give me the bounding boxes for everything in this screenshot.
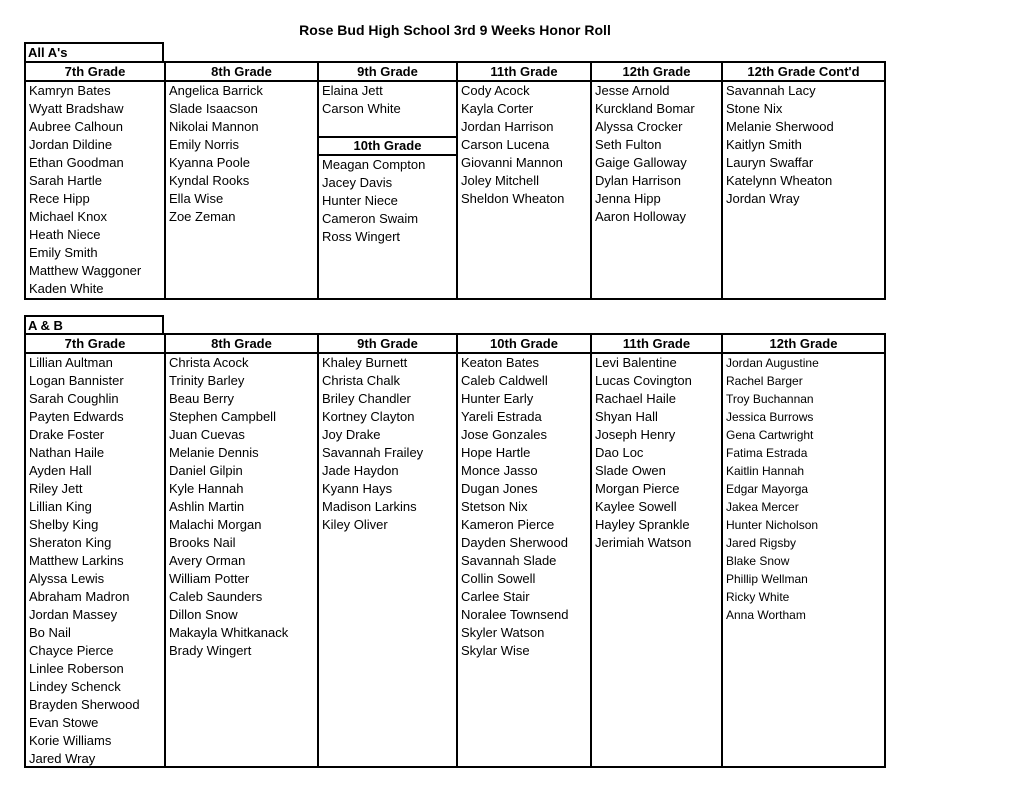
student-name: Jared Rigsby [726, 536, 797, 550]
student-name: Kiley Oliver [322, 517, 388, 532]
student-name: Rece Hipp [29, 191, 90, 206]
student-name: Brayden Sherwood [29, 697, 140, 712]
student-name: Caleb Saunders [169, 589, 263, 604]
student-name: Jesse Arnold [595, 83, 670, 98]
student-name: Kyanna Poole [169, 155, 250, 170]
all-as-label: All A's [24, 42, 164, 61]
student-name: Aaron Holloway [595, 209, 687, 224]
student-name: Caleb Caldwell [461, 373, 548, 388]
student-name: Sarah Hartle [29, 173, 102, 188]
student-name: Lillian Aultman [29, 355, 113, 370]
page-title: Rose Bud High School 3rd 9 Weeks Honor Roll [299, 22, 611, 38]
student-name: Nathan Haile [29, 445, 105, 460]
student-name: Kameron Pierce [461, 517, 555, 532]
student-name: Lillian King [29, 499, 92, 514]
student-name: Savannah Frailey [322, 445, 424, 460]
student-name: Sheraton King [29, 535, 112, 550]
student-name: Jordan Augustine [726, 356, 819, 370]
student-name: Madison Larkins [322, 499, 417, 514]
student-name: Emily Norris [169, 137, 240, 152]
student-name: Ross Wingert [322, 229, 401, 244]
all-as-col-7th [26, 63, 166, 298]
student-name: Jade Haydon [322, 463, 399, 478]
name-list [319, 354, 456, 534]
student-name: Jordan Wray [726, 191, 800, 206]
student-name: Angelica Barrick [169, 83, 263, 98]
name-list [26, 82, 164, 298]
student-name: Kaylee Sowell [595, 499, 677, 514]
student-name: Christa Acock [169, 355, 249, 370]
student-name: Linlee Roberson [29, 661, 124, 676]
a-b-col-7th [26, 335, 166, 766]
student-name: Matthew Waggoner [29, 263, 142, 278]
student-name: Savannah Lacy [726, 83, 816, 98]
student-name: Joy Drake [322, 427, 381, 442]
student-name: Kaden White [29, 281, 104, 296]
a-b-col-11th [592, 335, 723, 766]
student-name: Daniel Gilpin [169, 463, 243, 478]
student-name: Shelby King [29, 517, 99, 532]
student-name: Jordan Harrison [461, 119, 554, 134]
student-name: Gaige Galloway [595, 155, 687, 170]
student-name: Wyatt Bradshaw [29, 101, 124, 116]
a-b-table [24, 333, 886, 768]
student-name: Alyssa Lewis [29, 571, 105, 586]
student-name: Hope Hartle [461, 445, 531, 460]
student-name: Collin Sowell [461, 571, 536, 586]
student-name: Carson White [322, 101, 401, 116]
name-list [26, 354, 164, 768]
student-name: Carson Lucena [461, 137, 550, 152]
student-name: Khaley Burnett [322, 355, 408, 370]
student-name: Dugan Jones [461, 481, 538, 496]
student-name: Rachael Haile [595, 391, 676, 406]
student-name: Anna Wortham [726, 608, 806, 622]
student-name: Noralee Townsend [461, 607, 569, 622]
column-header: 10th Grade [458, 335, 590, 354]
student-name: Slade Isaacson [169, 101, 258, 116]
student-name: Dillon Snow [169, 607, 238, 622]
student-name: Lucas Covington [595, 373, 692, 388]
student-name: Ayden Hall [29, 463, 92, 478]
student-name: Malachi Morgan [169, 517, 262, 532]
name-list [458, 354, 590, 660]
student-name: Slade Owen [595, 463, 666, 478]
student-name: Giovanni Mannon [461, 155, 563, 170]
student-name: Ella Wise [169, 191, 224, 206]
student-name: Heath Niece [29, 227, 101, 242]
student-name: Juan Cuevas [169, 427, 245, 442]
name-list [319, 82, 456, 118]
a-b-label: A & B [24, 315, 164, 334]
name-list [319, 156, 456, 246]
student-name: Sheldon Wheaton [461, 191, 565, 206]
student-name: Zoe Zeman [169, 209, 236, 224]
student-name: Seth Fulton [595, 137, 662, 152]
student-name: Stetson Nix [461, 499, 528, 514]
a-b-col-10th [458, 335, 592, 766]
student-name: Jordan Dildine [29, 137, 113, 152]
student-name: Skyler Watson [461, 625, 545, 640]
name-list [458, 82, 590, 208]
student-name: Elaina Jett [322, 83, 383, 98]
student-name: Emily Smith [29, 245, 98, 260]
student-name: Sarah Coughlin [29, 391, 119, 406]
student-name: Kayla Corter [461, 101, 534, 116]
name-list [723, 354, 884, 624]
student-name: Jordan Massey [29, 607, 118, 622]
student-name: Blake Snow [726, 554, 790, 568]
column-header: 8th Grade [166, 335, 317, 354]
student-name: Monce Jasso [461, 463, 538, 478]
column-header: 8th Grade [166, 63, 317, 82]
all-as-table [24, 61, 886, 300]
student-name: Lindey Schenck [29, 679, 121, 694]
student-name: Beau Berry [169, 391, 235, 406]
student-name: Jose Gonzales [461, 427, 547, 442]
student-name: Makayla Whitkanack [169, 625, 289, 640]
student-name: Morgan Pierce [595, 481, 680, 496]
student-name: Ricky White [726, 590, 790, 604]
student-name: Kaitlin Hannah [726, 464, 805, 478]
student-name: Bo Nail [29, 625, 71, 640]
student-name: Gena Cartwright [726, 428, 814, 442]
column-header: 12th Grade [592, 63, 721, 82]
student-name: Kortney Clayton [322, 409, 415, 424]
student-name: Kyann Hays [322, 481, 393, 496]
student-name: Michael Knox [29, 209, 108, 224]
student-name: Korie Williams [29, 733, 112, 748]
student-name: Avery Orman [169, 553, 246, 568]
student-name: Matthew Larkins [29, 553, 124, 568]
student-name: Aubree Calhoun [29, 119, 123, 134]
sub-header-10th-grade: 10th Grade [319, 136, 456, 156]
a-b-col-8th [166, 335, 319, 766]
student-name: Katelynn Wheaton [726, 173, 833, 188]
column-header: 7th Grade [26, 335, 164, 354]
student-name: Lauryn Swaffar [726, 155, 814, 170]
student-name: Kamryn Bates [29, 83, 111, 98]
column-header: 11th Grade [458, 63, 590, 82]
student-name: Carlee Stair [461, 589, 530, 604]
student-name: Kurckland Bomar [595, 101, 695, 116]
student-name: Kyle Hannah [169, 481, 244, 496]
column-header: 11th Grade [592, 335, 721, 354]
student-name: Levi Balentine [595, 355, 677, 370]
student-name: Trinity Barley [169, 373, 245, 388]
column-header: 9th Grade [319, 335, 456, 354]
student-name: Hunter Nicholson [726, 518, 819, 532]
student-name: Phillip Wellman [726, 572, 808, 586]
all-as-col-11th [458, 63, 592, 298]
student-name: Dylan Harrison [595, 173, 681, 188]
student-name: Payten Edwards [29, 409, 124, 424]
column-header: 12th Grade Cont'd [723, 63, 884, 82]
student-name: Hunter Niece [322, 193, 398, 208]
student-name: Cody Acock [461, 83, 530, 98]
name-list [166, 82, 317, 226]
student-name: Fatima Estrada [726, 446, 808, 460]
student-name: Jerimiah Watson [595, 535, 692, 550]
student-name: Skylar Wise [461, 643, 530, 658]
column-header: 9th Grade [319, 63, 456, 82]
student-name: Cameron Swaim [322, 211, 419, 226]
student-name: Keaton Bates [461, 355, 540, 370]
student-name: Stephen Campbell [169, 409, 276, 424]
student-name: Brady Wingert [169, 643, 252, 658]
student-name: Stone Nix [726, 101, 783, 116]
student-name: Christa Chalk [322, 373, 401, 388]
all-as-col-8th [166, 63, 319, 298]
student-name: Logan Bannister [29, 373, 124, 388]
student-name: Troy Buchannan [726, 392, 814, 406]
student-name: Joseph Henry [595, 427, 676, 442]
student-name: Ashlin Martin [169, 499, 245, 514]
student-name: Melanie Dennis [169, 445, 259, 460]
student-name: Drake Foster [29, 427, 105, 442]
student-name: Brooks Nail [169, 535, 236, 550]
name-list [592, 354, 721, 552]
student-name: Shyan Hall [595, 409, 658, 424]
column-header: 12th Grade [723, 335, 884, 354]
student-name: Jakea Mercer [726, 500, 799, 514]
a-b-col-9th [319, 335, 458, 766]
student-name: Jenna Hipp [595, 191, 661, 206]
student-name: Hayley Sprankle [595, 517, 690, 532]
student-name: Dao Loc [595, 445, 644, 460]
student-name: Kaitlyn Smith [726, 137, 802, 152]
all-as-col-12th-contd [723, 63, 884, 298]
student-name: Meagan Compton [322, 157, 426, 172]
student-name: Jacey Davis [322, 175, 393, 190]
student-name: Dayden Sherwood [461, 535, 568, 550]
name-list [723, 82, 884, 208]
student-name: Kyndal Rooks [169, 173, 250, 188]
student-name: Briley Chandler [322, 391, 411, 406]
student-name: Hunter Early [461, 391, 534, 406]
all-as-col-9th [319, 63, 458, 298]
student-name: Savannah Slade [461, 553, 557, 568]
student-name: Rachel Barger [726, 374, 803, 388]
student-name: Jared Wray [29, 751, 96, 766]
column-header: 7th Grade [26, 63, 164, 82]
student-name: Riley Jett [29, 481, 83, 496]
student-name: Edgar Mayorga [726, 482, 809, 496]
student-name: Alyssa Crocker [595, 119, 683, 134]
student-name: Joley Mitchell [461, 173, 540, 188]
a-b-col-12th [723, 335, 884, 766]
student-name: Jessica Burrows [726, 410, 814, 424]
name-list [592, 82, 721, 226]
student-name: Nikolai Mannon [169, 119, 259, 134]
student-name: Evan Stowe [29, 715, 99, 730]
name-list [166, 354, 317, 660]
student-name: Ethan Goodman [29, 155, 124, 170]
student-name: William Potter [169, 571, 250, 586]
student-name: Chayce Pierce [29, 643, 114, 658]
student-name: Abraham Madron [29, 589, 130, 604]
all-as-col-12th [592, 63, 723, 298]
student-name: Yareli Estrada [461, 409, 542, 424]
student-name: Melanie Sherwood [726, 119, 834, 134]
